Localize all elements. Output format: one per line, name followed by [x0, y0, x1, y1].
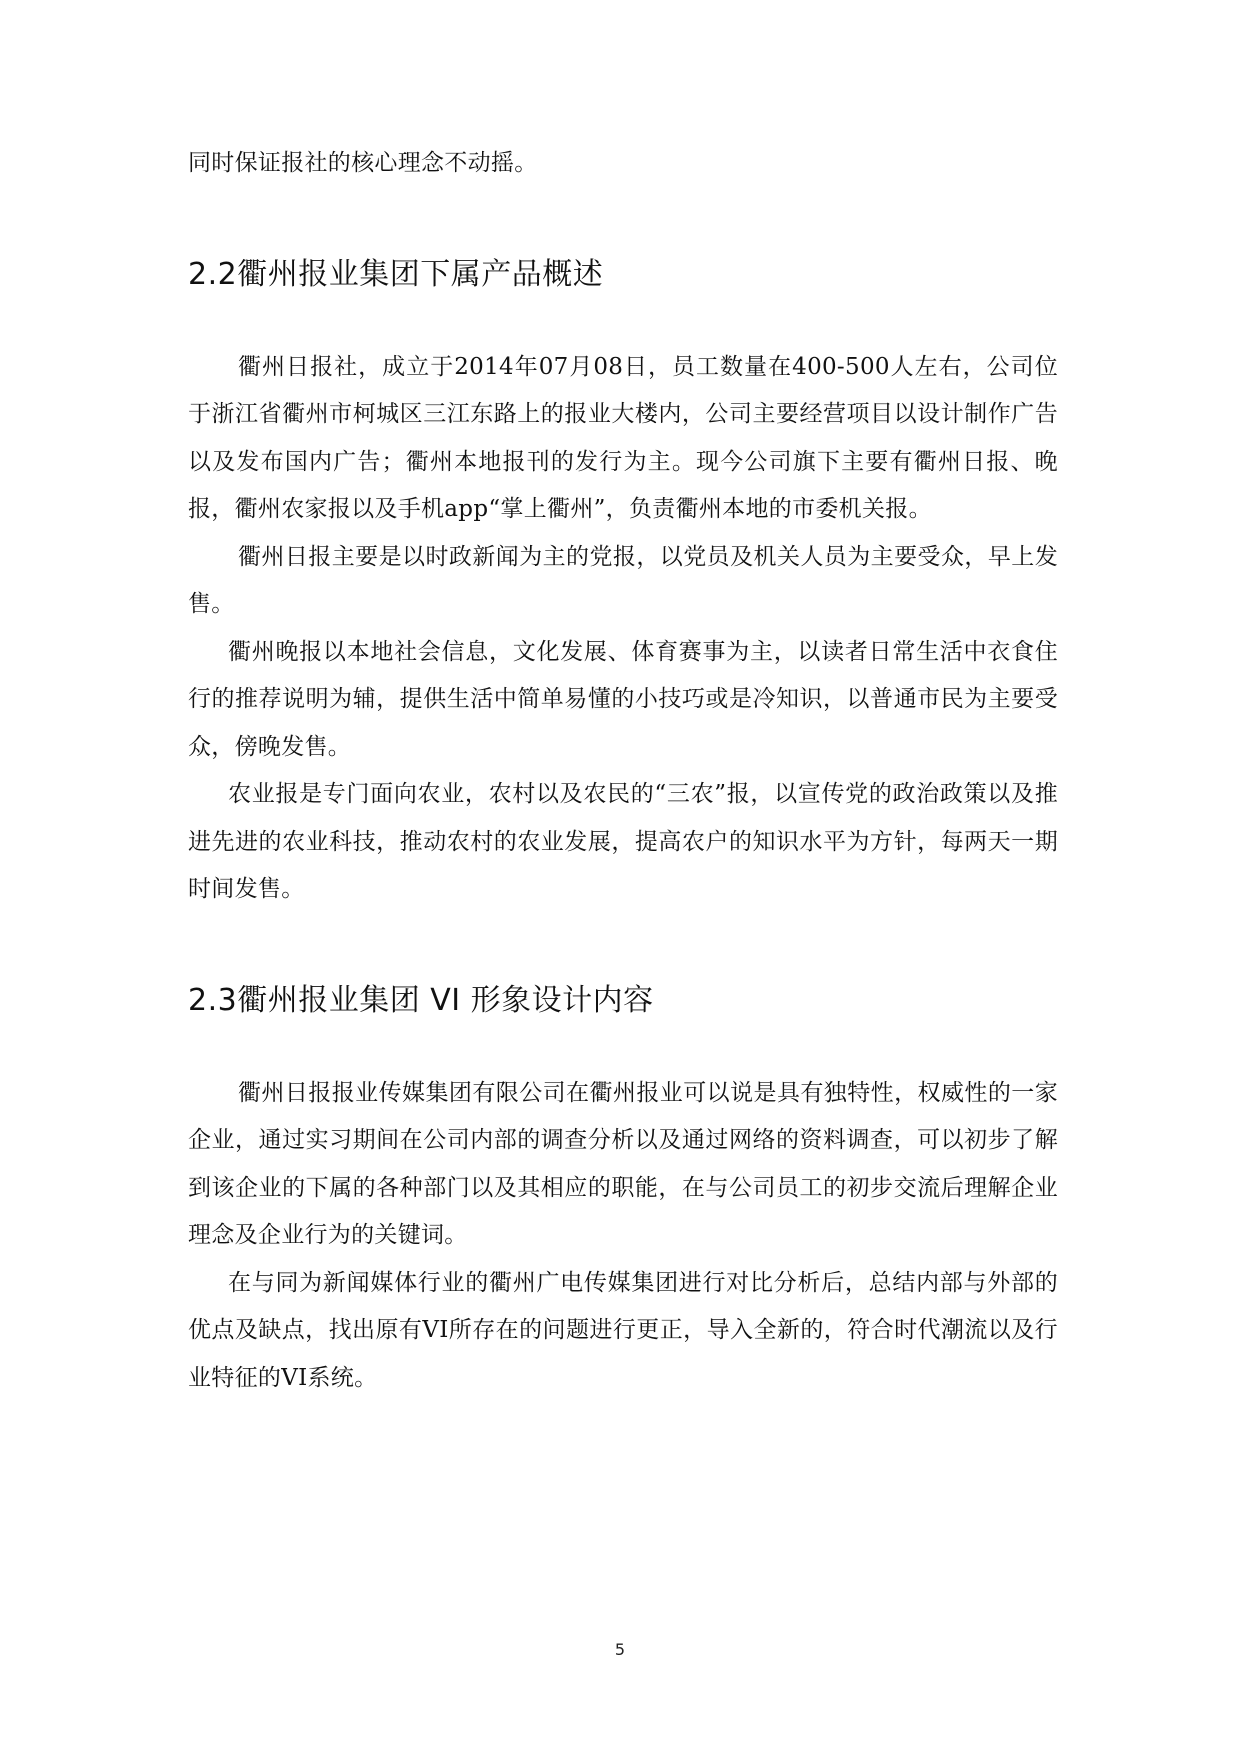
- paragraph-company-overview: 衢州日报社，成立于2014年07月08日，员工数量在400-500人左右，公司位于浙江省衢州市柯城区三江东路上的报业大楼内，公司主要经营项目以设计制作广告以及发布国内广告；衢州本地报刊的发行为主。现今公司旗下主要有衢州日报、晚报，衢州农家报以及手机app“掌上衢州”，负责衢州本地的市委机关报。: [188, 353, 1058, 522]
- paragraph-vi-research: 衢州日报报业传媒集团有限公司在衢州报业可以说是具有独特性，权威性的一家企业，通过实习期间在公司内部的调查分析以及通过网络的资料调查，可以初步了解到该企业的下属的各种部门以及其相应的职能，在与公司员工的初步交流后理解企业理念及企业行为的关键词。: [188, 1079, 1058, 1248]
- section-heading-2-2: 2.2衢州报业集团下属产品概述: [188, 256, 604, 292]
- section-heading-2-3: 2.3衢州报业集团 VI 形象设计内容: [188, 982, 654, 1018]
- page-number: 5: [614, 1640, 626, 1659]
- page-content: [188, 140, 1058, 1402]
- paragraph-agriculture-news: 农业报是专门面向农业，农村以及农民的“三农”报，以宣传党的政治政策以及推进先进的农业科技，推动农村的农业发展，提高农户的知识水平为方针，每两天一期时间发售。: [188, 781, 1058, 902]
- paragraph-daily-news: 衢州日报主要是以时政新闻为主的党报，以党员及机关人员为主要受众，早上发售。: [188, 543, 1058, 617]
- intro-paragraph: 同时保证报社的核心理念不动摇。: [188, 150, 538, 176]
- paragraph-vi-comparison: 在与同为新闻媒体行业的衢州广电传媒集团进行对比分析后，总结内部与外部的优点及缺点，找出原有VI所存在的问题进行更正，导入全新的，符合时代潮流以及行业特征的VI系统。: [188, 1269, 1058, 1391]
- paragraph-evening-news: 衢州晚报以本地社会信息，文化发展、体育赛事为主，以读者日常生活中衣食住行的推荐说明为辅，提供生活中简单易懂的小技巧或是冷知识，以普通市民为主要受众，傍晚发售。: [188, 638, 1058, 760]
